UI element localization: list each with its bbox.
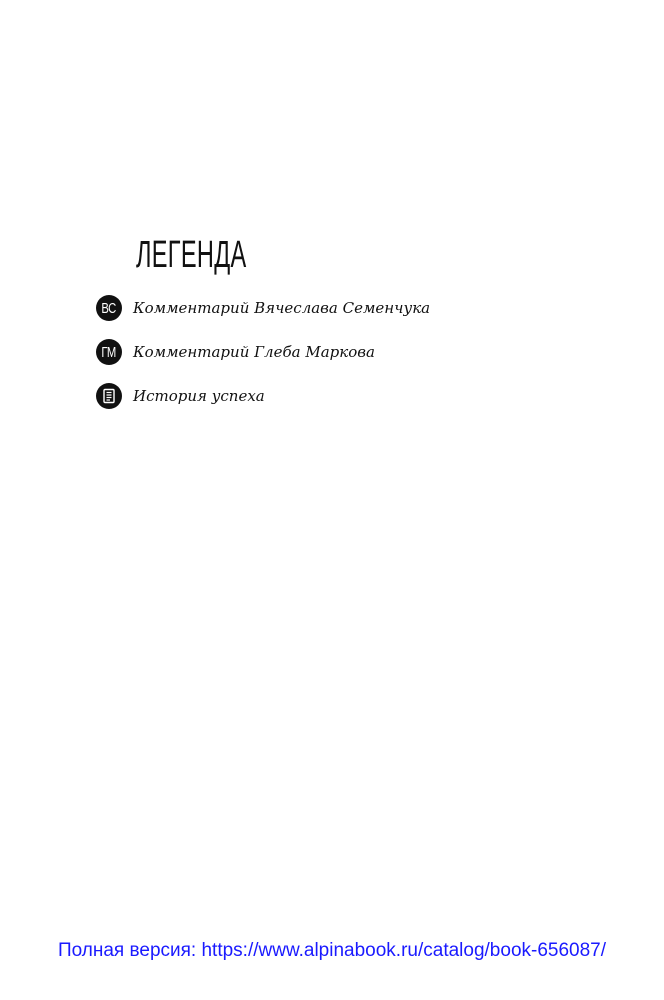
legend-label-gm: Комментарий Глеба Маркова [133,343,375,361]
vs-initials-badge-icon [96,295,122,321]
book-icon [96,383,122,409]
legend-item-vs [96,293,596,323]
legend-list [96,293,596,425]
legend-item-gm [96,337,596,367]
legend-label-success-story: История успеха [133,387,265,405]
full-version-link[interactable]: Полная версия: https://www.alpinabook.ru/catalog/book-656087/ [57,940,607,961]
vs-initials: ВС [101,299,117,317]
gm-initials-badge-icon [96,339,122,365]
gm-initials: ГМ [101,343,117,361]
legend-label-vs: Комментарий Вячеслава Семенчука [133,299,431,317]
legend-item-success-story [96,381,596,411]
page-title: ЛЕГЕНДА [136,234,247,276]
